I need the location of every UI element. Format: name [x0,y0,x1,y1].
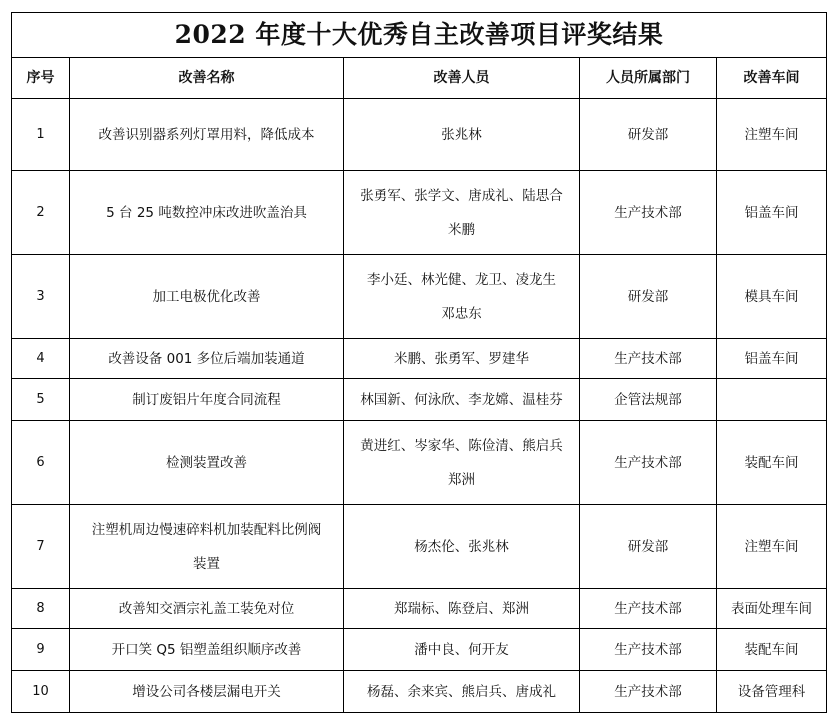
department: 企管法规部 [580,379,717,421]
table-row [12,505,827,589]
table-row [12,99,827,171]
header-no: 序号 [12,58,70,99]
workshop [717,379,827,421]
project-people [344,421,580,505]
project-name-line: 装置 [193,555,220,572]
project-name-line: 制订废铝片年度合同流程 [132,391,281,408]
project-people [344,99,580,171]
people-line: 林国新、何泳欣、李龙嫦、温桂芬 [360,391,563,408]
department: 研发部 [580,505,717,589]
row-number: 4 [12,339,70,379]
header-dept: 人员所属部门 [580,58,717,99]
department: 生产技术部 [580,339,717,379]
people-line: 黄进红、岑家华、陈俭清、熊启兵 [360,437,563,454]
project-name [70,99,344,171]
workshop: 模具车间 [717,255,827,339]
project-name [70,629,344,671]
people-line: 潘中良、何开友 [414,641,509,658]
project-people [344,589,580,629]
project-people [344,255,580,339]
header-workshop: 改善车间 [717,58,827,99]
people-line: 张兆林 [441,126,482,143]
project-name [70,379,344,421]
workshop: 注塑车间 [717,505,827,589]
header-row [12,58,827,99]
workshop: 装配车间 [717,421,827,505]
project-name-line: 改善知交酒宗礼盖工装免对位 [118,600,295,617]
workshop: 表面处理车间 [717,589,827,629]
header-people: 改善人员 [344,58,580,99]
people-line: 杨杰伦、张兆林 [414,538,509,555]
project-name [70,421,344,505]
row-number: 6 [12,421,70,505]
row-number: 7 [12,505,70,589]
table-row [12,339,827,379]
project-name-line: 注塑机周边慢速碎料机加装配料比例阀 [91,521,322,538]
row-number: 2 [12,171,70,255]
people-line: 邓忠东 [441,305,482,322]
department: 生产技术部 [580,589,717,629]
workshop: 设备管理科 [717,671,827,713]
project-name-line: 5 台 25 吨数控冲床改进吹盖治具 [106,204,307,221]
department: 生产技术部 [580,421,717,505]
row-number: 1 [12,99,70,171]
row-number: 10 [12,671,70,713]
project-people [344,671,580,713]
workshop: 铝盖车间 [717,339,827,379]
row-number: 3 [12,255,70,339]
project-name [70,339,344,379]
project-name-line: 改善设备 001 多位后端加装通道 [108,350,305,367]
project-people [344,379,580,421]
table-row [12,421,827,505]
workshop: 铝盖车间 [717,171,827,255]
header-name: 改善名称 [70,58,344,99]
table-row [12,589,827,629]
people-line: 米鹏 [448,221,475,238]
project-name [70,589,344,629]
project-people [344,505,580,589]
results-table-wrapper [11,12,826,713]
project-name [70,505,344,589]
project-people [344,339,580,379]
department: 生产技术部 [580,671,717,713]
people-line: 李小廷、林光健、龙卫、凌龙生 [367,271,556,288]
title-row [12,13,827,58]
project-name [70,255,344,339]
table-row [12,379,827,421]
table-row [12,171,827,255]
department: 生产技术部 [580,171,717,255]
project-name-line: 改善识别器系列灯罩用料，降低成本 [98,126,315,143]
workshop: 装配车间 [717,629,827,671]
document-title: 2022 年度十大优秀自主改善项目评奖结果 [12,13,827,58]
results-table [11,12,827,713]
row-number: 9 [12,629,70,671]
table-row [12,629,827,671]
project-people [344,171,580,255]
row-number: 5 [12,379,70,421]
project-name-line: 增设公司各楼层漏电开关 [132,683,281,700]
project-people [344,629,580,671]
department: 生产技术部 [580,629,717,671]
people-line: 杨磊、余来宾、熊启兵、唐成礼 [367,683,556,700]
project-name [70,171,344,255]
table-row [12,255,827,339]
workshop: 注塑车间 [717,99,827,171]
people-line: 郑洲 [448,471,475,488]
table-row [12,671,827,713]
project-name [70,671,344,713]
project-name-line: 开口笑 Q5 铝塑盖组织顺序改善 [111,641,302,658]
people-line: 郑瑞标、陈登启、郑洲 [394,600,529,617]
people-line: 米鹏、张勇军、罗建华 [394,350,529,367]
people-line: 张勇军、张学文、唐成礼、陆思合 [360,187,563,204]
project-name-line: 检测装置改善 [166,454,247,471]
department: 研发部 [580,255,717,339]
department: 研发部 [580,99,717,171]
project-name-line: 加工电极优化改善 [152,288,261,305]
row-number: 8 [12,589,70,629]
